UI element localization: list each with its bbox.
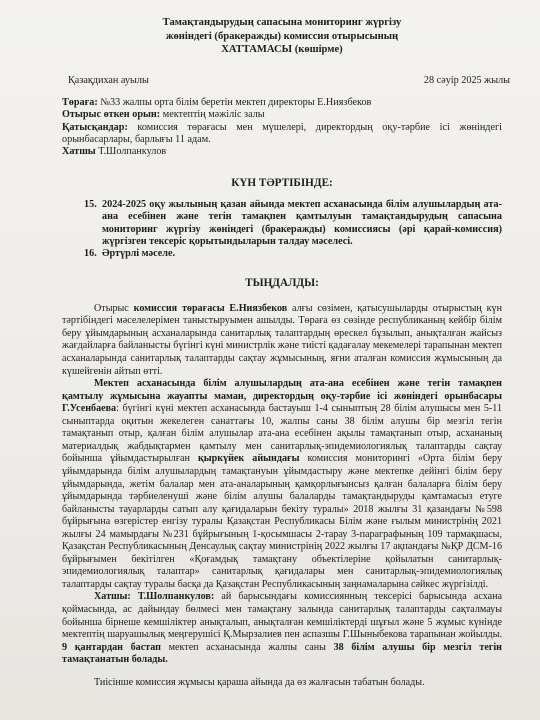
title-line-3: ХАТТАМАСЫ (көшірме)	[221, 44, 343, 56]
chair-label: Төраға:	[62, 96, 98, 108]
chair-value: №33 жалпы орта білім беретін мектеп директоры Е.Ниязбеков	[97, 96, 372, 108]
document-body	[62, 16, 510, 689]
paragraph-chair-remarks	[62, 303, 502, 378]
p2-text: : бүгінгі күні мектеп асханасында бастауыш 1-4 сыныптың 28 білім алушысы мен 5-11 сыныптарда оқитын жекелеген санаттағы 10, жалпы саны 38 білім алушы бір мезгіл тегін тамақтанып отыр, қалған білім алушылар ата-ана есебінен ақылы тамақтанып отыр, асхананың материалдық жабдықтармен қамтылу мен санитарлық-эпидемиологиялық талаптарды сақтау бойынша ұйымдастырылған	[62, 403, 502, 465]
paragraph-deputy-report	[62, 378, 502, 591]
p3-speaker: Хатшы: Т.Шолпанкулов:	[94, 591, 215, 603]
p1-chair-name: комиссия төрағасы Е.Ниязбеков	[133, 302, 288, 314]
title-line-2: жөніндегі (бракеражды) комиссия отырысының	[165, 30, 399, 42]
p1-pre: Отырыс	[94, 302, 134, 314]
venue-line	[62, 109, 502, 121]
p2-text-cont: комиссия мониторингі «Орта білім беру ұйымдарында білім алушылардың тамақтануын ұйымдастыру және мектепке дейінгі білім беру ұйымдарында, жетім балалар мен ата-аналарының қамқорлығынсыз қалған балаларға білім беру ұйымдарында тәрбиеленуші және білім алушы балаларды тамақтандыруды қамтамасыз етуге байланысты тауарларды сатып алу қағидаларын бекіту туралы» 2018 жылғы 31 қазандағы №598 бұйрығына өзгерістер енгізу туралы Қазақстан Республикасы Білім және ғылым министрінің 2021 жылғы 24 мамырдағы №231 бұйрығының 1-қосымшасы 2-тарау 3-параграфының 109 тармақшасы, Қазақстан Республикасының Денсаулық сақтау министрінің 2022 жылғы 17 ақпандағы №ҚР ДСМ-16 бұйрығымен бекітілген «Қоғамдық тамақтану объектілеріне қойылатын санитарлық-эпидемиологиялық талаптар» санитарлық қағидалары мен санитарлық-эпидемиологиялық талаптарды сақтау туралы басқа да Қазақстан Республикасының заңнамаларына сәйкес жүргізілді.	[62, 453, 502, 590]
secretary-value: Т.Шолпанкулов	[95, 146, 167, 158]
agenda-item	[84, 198, 502, 249]
agenda-item-number: 15.	[84, 198, 97, 210]
place-text: Қазақдихан ауылы	[68, 74, 149, 86]
agenda-list	[62, 199, 502, 261]
meeting-info	[62, 97, 502, 159]
paragraph-closing: Тиісінше комиссия жұмысы қараша айында да өз жалғасын табатын болады.	[94, 676, 425, 688]
p3-text-cont: мектеп асханасында жалпы саны	[161, 641, 334, 653]
p1-text: алғы сөзімен, қатысушыларды отырыстың күн тәртібіндегі мәселелерімен таныстыруымен ашылды. Төраға өз сөзінде республиканың кейбір білім беру ұйымдарының асханаларында санитарлық талаптардың өрескел бұзылып, анықталған жайсыз жағдайларға байланысты бүгінгі күні министрлік және тиісті қадағалау мекемелері тарапынан мектеп асханаларында санитарлық талаптарды сақтау жұмысының, яғни аталған комиссия жұмысының да күшейгенін айтып өтті.	[62, 302, 502, 377]
agenda-item-text: 2024-2025 оқу жылының қазан айында мектеп асханасында білім алушылардың ата-ана есебінен және тегін тамақпен қамтылуын тамақтандырудың сапасына мониторинг жүргізу жөніндегі (бракеражды) комиссиясы (әрі қарай-комиссия) жүргізген тексеріс қорытындыларын талдау мәселесі.	[102, 198, 502, 248]
secretary-label: Хатшы	[62, 146, 96, 158]
p2-month: қыркүйек айындағы	[197, 453, 300, 465]
agenda-item-text: Әртүрлі мәселе.	[102, 248, 176, 260]
p3-count: 38 білім алушы бір мезгіл тегін тамақтанатын болады.	[62, 641, 502, 666]
agenda-item-number: 16.	[84, 248, 97, 260]
date-text: 28 сәуір 2025 жылы	[423, 74, 510, 86]
document-title	[62, 16, 502, 57]
p2-speaker: Мектеп асханасында білім алушылардың ата-ана есебінен және тегін тамақпен қамтылу жұмысына жауапты маман, директордың оқу-тәрбие ісі жөніндегі орынбасары Г.Усенбаева	[62, 378, 502, 415]
attendees-line	[62, 122, 502, 147]
secretary-line	[62, 146, 502, 158]
venue-label: Отырыс өткен орын:	[62, 109, 161, 121]
chair-line	[62, 97, 502, 109]
p3-date: 9 қантардан бастап	[62, 641, 161, 653]
agenda-item	[84, 248, 502, 260]
paragraph-secretary-report	[62, 591, 502, 666]
attendees-label: Қатысқандар:	[62, 121, 128, 133]
attendees-value: комиссия төрағасы мен мүшелері, директордың оқу-тәрбие ісі жөніндегі орынбасарлары, барлығы 11 адам.	[62, 121, 502, 145]
venue-value: мектептің мәжіліс залы	[160, 109, 265, 121]
p3-text: ай барысындағы комиссиянның тексерісі барысында асхана қоймасында, ас дайындау бөлмесі мен тамақтану залында санитарлық талаптарды сақталмауы бойынша бірнеше кемшіліктер анықталып, анықталған кемшіліктерді шұғыл және 5 жұмыс күнінде мектептің шаруашылық меңгерушісі Қ.Мырзалиев пен аспазшы Г.Шыныбекова тарапынан жойылды.	[62, 591, 502, 641]
agenda-heading: КҮН ТӘРТІБІНДЕ:	[231, 176, 333, 189]
title-line-1: Тамақтандырудың сапасына мониторинг жүргізу	[162, 17, 402, 28]
heard-heading: ТЫҢДАЛДЫ:	[245, 276, 319, 289]
meta-row	[62, 74, 510, 89]
